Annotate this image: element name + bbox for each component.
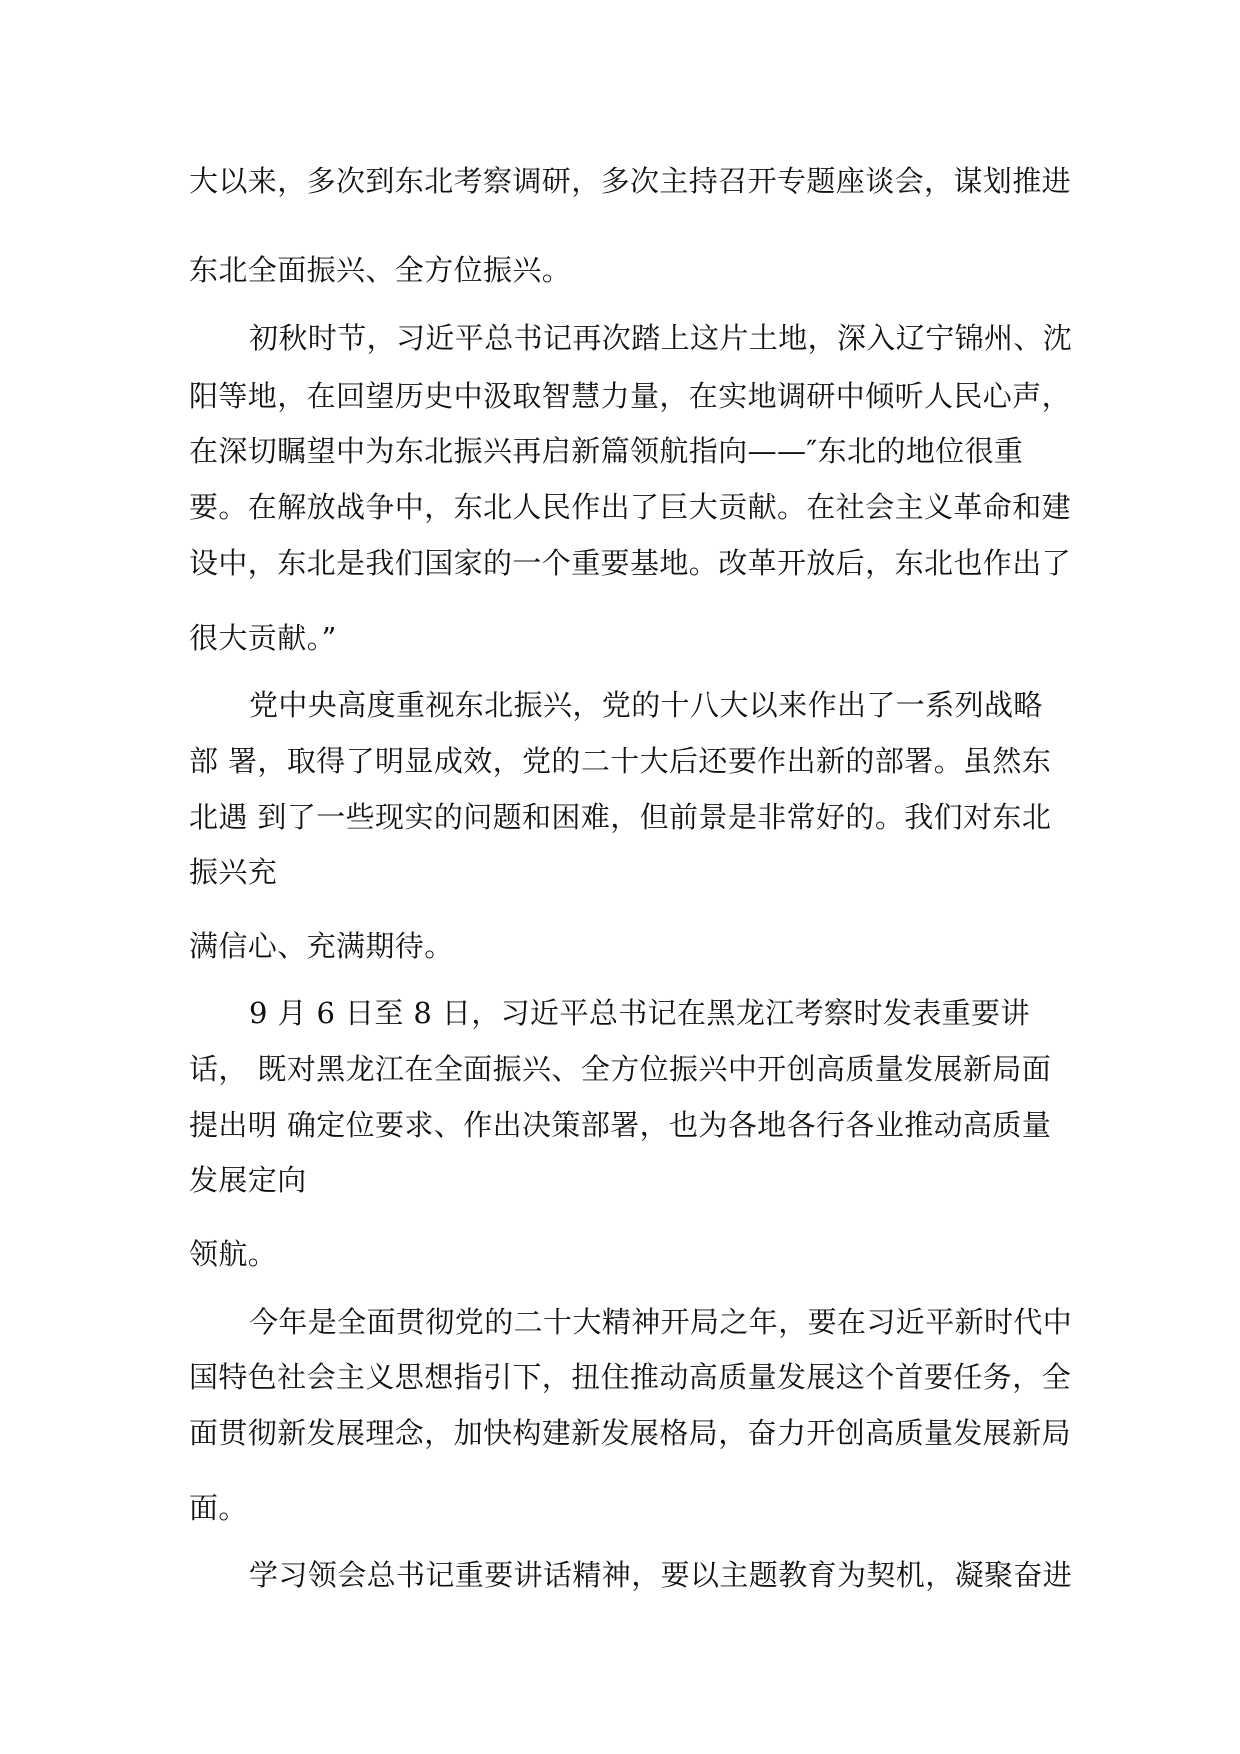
text-line: 初秋时节，习近平总书记再次踏上这片土地，深入辽宁锦州、沈 [249, 321, 1073, 355]
text-line: 话， 既对黑龙江在全面振兴、全方位振兴中开创高质量发展新局面 [189, 1052, 1052, 1086]
text-line: 国特色社会主义思想指引下，扭住推动高质量发展这个首要任务，全 [189, 1360, 1072, 1394]
text-line: 北遇 到了一些现实的问题和困难，但前景是非常好的。我们对东北 [189, 800, 1052, 834]
text-line: 要。在解放战争中，东北人民作出了巨大贡献。在社会主义革命和建 [189, 490, 1072, 524]
text-line: 大以来，多次到东北考察调研，多次主持召开专题座谈会，谋划推进 [189, 164, 1072, 198]
text-line: 在深切瞩望中为东北振兴再启新篇领航指向——″东北的地位很重 [189, 434, 1024, 468]
text-line: 阳等地，在回望历史中汲取智慧力量，在实地调研中倾听人民心声， [189, 379, 1072, 413]
text-line: 东北全面振兴、全方位振兴。 [189, 253, 572, 287]
text-line: 设中，东北是我们国家的一个重要基地。改革开放后，东北也作出了 [189, 546, 1072, 580]
text-line: 部 署，取得了明显成效，党的二十大后还要作出新的部署。虽然东 [189, 744, 1052, 778]
text-line: 领航。 [189, 1237, 278, 1271]
text-line: 党中央高度重视东北振兴，党的十八大以来作出了一系列战略 [249, 688, 1043, 722]
text-line: 面贯彻新发展理念，加快构建新发展格局，奋力开创高质量发展新局 [189, 1416, 1072, 1450]
text-line: 学习领会总书记重要讲话精神，要以主题教育为契机，凝聚奋进 [249, 1558, 1073, 1592]
text-line: 今年是全面贯彻党的二十大精神开局之年，要在习近平新时代中 [249, 1305, 1073, 1339]
text-line: 振兴充 [189, 855, 278, 889]
text-line: 发展定向 [189, 1163, 307, 1197]
text-line: 9 月 6 日至 8 日，习近平总书记在黑龙江考察时发表重要讲 [249, 996, 1030, 1030]
text-line: 很大贡献。” [189, 621, 337, 655]
text-line: 面。 [189, 1491, 248, 1525]
text-line: 满信心、充满期待。 [189, 929, 454, 963]
text-line: 提出明 确定位要求、作出决策部署，也为各地各行各业推动高质量 [189, 1108, 1052, 1142]
